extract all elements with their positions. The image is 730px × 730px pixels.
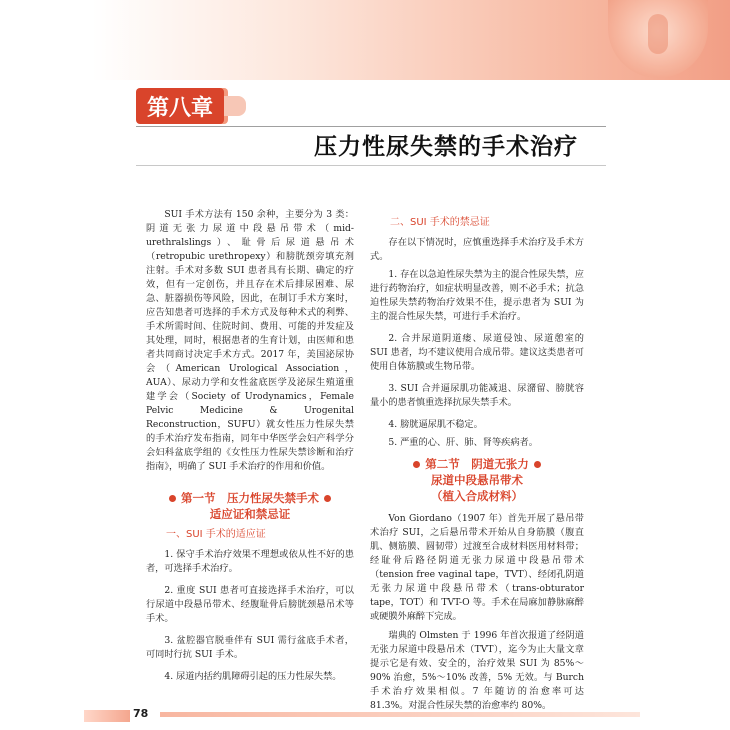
left-column	[146, 208, 354, 692]
indication-item: 3. 盆腔器官脱垂伴有 SUI 需行盆底手术者，可同时行抗 SUI 手术。	[146, 635, 354, 660]
section-2-heading	[370, 456, 584, 472]
indication-item: 2. 重度 SUI 患者可直接选择手术治疗，可以行尿道中段悬吊带术、经腹耻骨后膀胱颈悬吊术等手术。	[146, 585, 354, 624]
bullet-icon	[324, 495, 331, 502]
chapter-title: 压力性尿失禁的手术治疗	[314, 134, 578, 160]
chapter-badge: 第八章	[136, 88, 224, 124]
contraindication-item: 5. 严重的心、肝、肺、肾等疾病者。	[388, 437, 538, 448]
contraindications-heading: 二、SUI 手术的禁忌证	[390, 217, 490, 228]
section-2-line-2: 尿道中段悬吊带术	[431, 473, 523, 487]
contraindications-intro: 存在以下情况时，应慎重选择手术治疗及手术方式。	[370, 237, 584, 262]
footer-bar	[160, 712, 640, 717]
contraindication-item: 2. 合并尿道阴道瘘、尿道侵蚀、尿道憩室的 SUI 患者，均不建议使用合成吊带。建议这类患者可使用自体筋膜或生物吊带。	[370, 333, 584, 372]
contraindication-item: 3. SUI 合并逼尿肌功能减退、尿潴留、膀胱容量小的患者慎重选择抗尿失禁手术。	[370, 383, 584, 408]
page-number-tab	[84, 710, 130, 722]
section-1-line-1: 第一节 压力性尿失禁手术	[181, 491, 319, 505]
indication-item: 4. 尿道内括约肌障碍引起的压力性尿失禁。	[164, 671, 342, 682]
indications-heading: 一、SUI 手术的适应证	[166, 529, 266, 540]
section-2-line-3: （植入合成材料）	[431, 489, 523, 503]
right-column	[370, 216, 584, 713]
section-1-line-2: 适应证和禁忌证	[209, 507, 291, 521]
contraindication-item: 1. 存在以急迫性尿失禁为主的混合性尿失禁，应进行药物治疗，如症状明显改善，则不必手术；抗急迫性尿失禁药物治疗效果不佳，提示患者为 SUI 为主的混合性尿失禁，可进行手术治疗。	[370, 269, 584, 322]
indication-item: 1. 保守手术治疗效果不理想或依从性不好的患者，可选择手术治疗。	[146, 549, 354, 574]
bullet-icon	[534, 461, 541, 468]
bullet-icon	[413, 461, 420, 468]
contraindication-item: 4. 膀胱逼尿肌不稳定。	[388, 419, 483, 430]
title-divider	[136, 126, 606, 127]
bullet-icon	[169, 495, 176, 502]
title-divider-bottom	[136, 165, 606, 166]
history-paragraph: Von Giordano（1907 年）首先开展了悬吊带术治疗 SUI，之后悬吊带术开始从自身筋膜（腹直肌、侧筋膜、圆韧带）过渡至合成材料医用材料带；经耻骨后路径阴道无张力尿道中段悬吊带术（tension free vaginal tape，TVT）、经闭孔阴道无张力尿道中段悬吊带术（trans-obturator tape，TOT）和 TVT-O 等。手术在局麻加静脉麻醉或硬膜外麻醉下完成。	[370, 513, 584, 622]
section-1-heading	[146, 490, 354, 506]
page-number: 78	[133, 707, 149, 720]
section-2-line-1: 第二节 阴道无张力	[425, 457, 529, 471]
chapter-badge-tab	[224, 96, 246, 116]
intro-paragraph: SUI 手术方法有 150 余种，主要分为 3 类：阴道无张力尿道中段悬吊带术（mid-urethralslings）、耻骨后尿道悬吊术（retropubic urethropexy）和膀胱颈旁填充剂注射。手术对多数 SUI 患者具有长期、确定的疗效，但有一定创伤，并且存在术后排尿困难、尿急、脏器损伤等风险，因此，在制订手术方案时，应告知患者可选择的手术方式及每种术式的利弊、手术所需时间、住院时间、费用、可能的并发症及其处理，同时，根据患者的生育计划，由医师和患者共同商讨决定手术方式。2017 年，美国泌尿协会（American Urological Association，AUA）、尿动力学和女性盆底医学及泌尿生殖道重建学会（Society of Urodynamics，Female Pelvic Medicine & Urogenital Reconstruction，SUFU）就女性压力性尿失禁的手术治疗发布指南，同年中华医学会妇产科学分会妇科盆底学组的《女性压力性尿失禁诊断和治疗指南》，明确了 SUI 手术治疗的作用和价值。	[146, 209, 354, 472]
olmsten-paragraph: 瑞典的 Olmsten 于 1996 年首次报道了经阴道无张力尿道中段悬吊术（TVT），迄今为止大量文章提示它是有效、安全的，治疗效果 SUI 为 85%～90% 治愈，5%～10% 改善，5% 无效。与 Burch 手术治疗效果相似。7 年随访的治愈率可达 81.3%。对混合性尿失禁的治愈率约 80%。	[370, 630, 584, 711]
